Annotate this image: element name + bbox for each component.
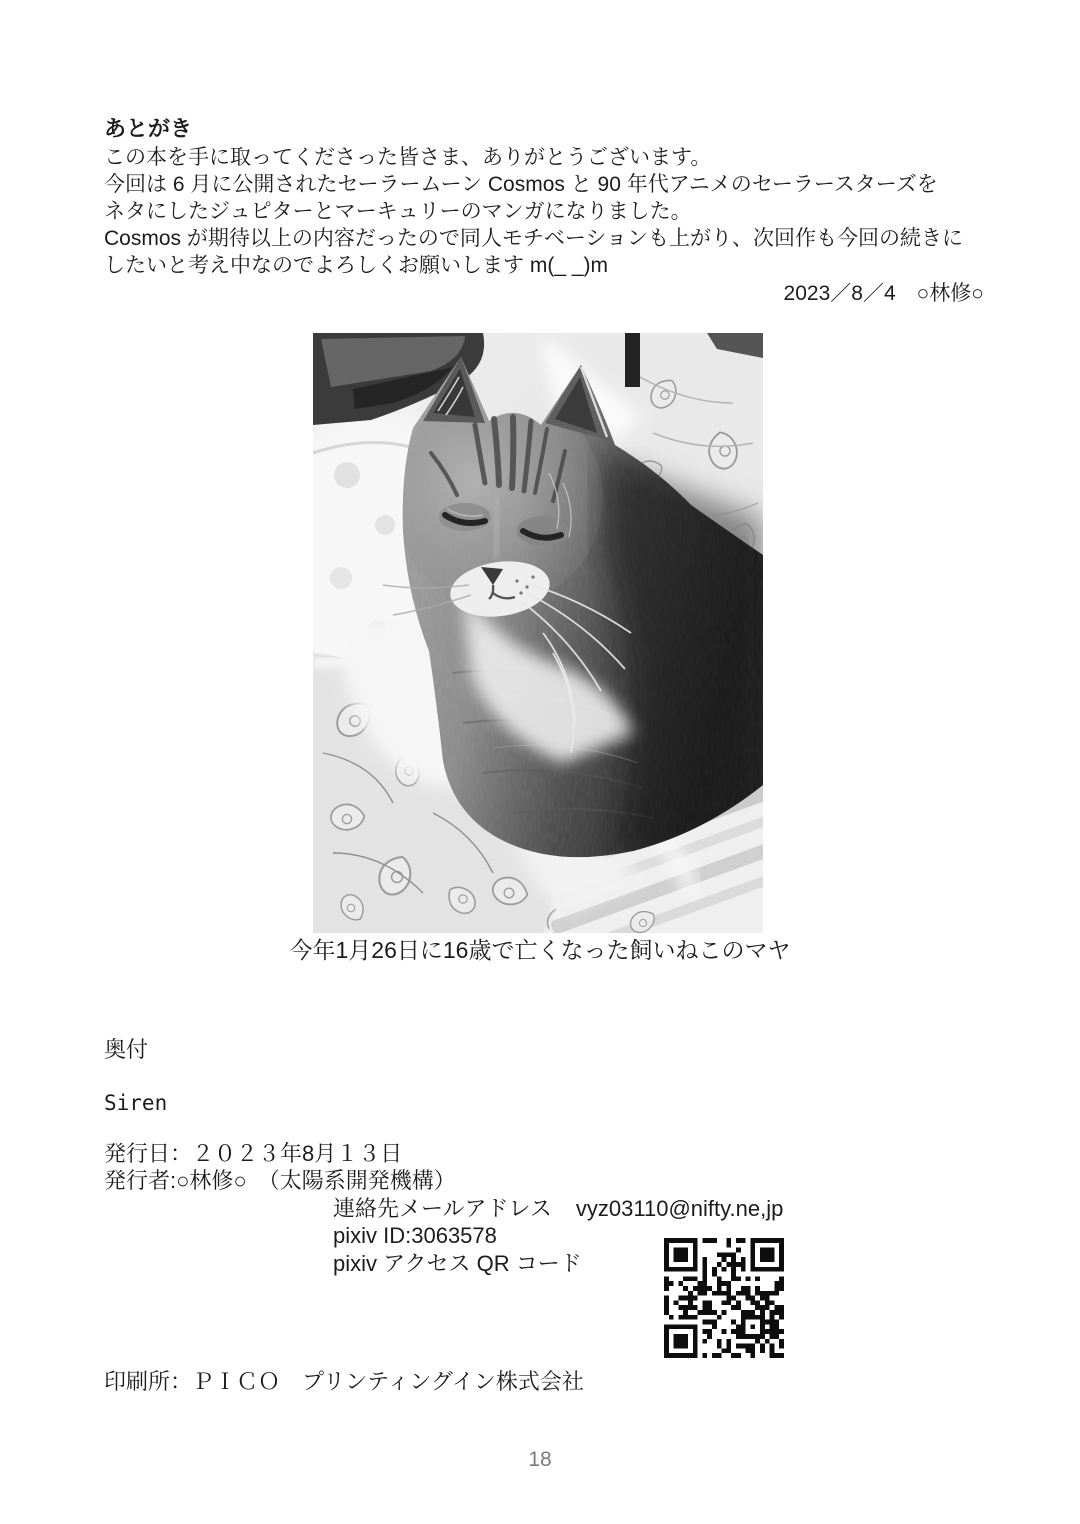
pixiv-qr-label: pixiv アクセス QR コード — [333, 1251, 582, 1276]
colophon-heading: 奥付 — [104, 1037, 149, 1062]
publisher-line: 発行者:○林修○ （太陽系開発機構） — [104, 1168, 456, 1193]
photo-caption: 今年1月26日に16歳で亡くなった飼いねこのマヤ — [289, 937, 791, 963]
pixiv-id-line: pixiv ID:3063578 — [333, 1223, 497, 1248]
afterword-section — [104, 116, 988, 307]
afterword-line: Cosmos が期待以上の内容だったので同人モチベーションも上がり、次回作も今回の続きに — [104, 227, 964, 250]
afterword-line: この本を手に取ってくださった皆さま、ありがとうございます。 — [104, 146, 712, 169]
cat-photo-graphic — [313, 333, 763, 933]
contact-line — [333, 1195, 783, 1222]
date-signature: 2023／8／4 ○林修○ — [783, 282, 984, 305]
printer-line: 印刷所：ＰＩＣＯ プリンティングイン株式会社 — [104, 1369, 584, 1394]
book-title: Siren — [104, 1091, 168, 1115]
afterword-line: 今回は 6 月に公開されたセーラームーン Cosmos と 90 年代アニメのセーラースターズを — [104, 173, 938, 196]
afterword-line: ネタにしたジュピターとマーキュリーのマンガになりました。 — [104, 200, 692, 223]
page-number: 18 — [528, 1448, 552, 1471]
afterword-heading: あとがき — [104, 116, 193, 141]
publish-date-line: 発行日：２０２３年8月１３日 — [104, 1141, 403, 1166]
contact-email: vyz03110@nifty.ne,jp — [575, 1196, 784, 1221]
cat-photo — [313, 333, 763, 933]
afterword-line: したいと考え中なのでよろしくお願いします m(_ _)m — [104, 254, 608, 277]
contact-label: 連絡先メールアドレス — [333, 1196, 552, 1221]
qr-code — [664, 1238, 784, 1358]
